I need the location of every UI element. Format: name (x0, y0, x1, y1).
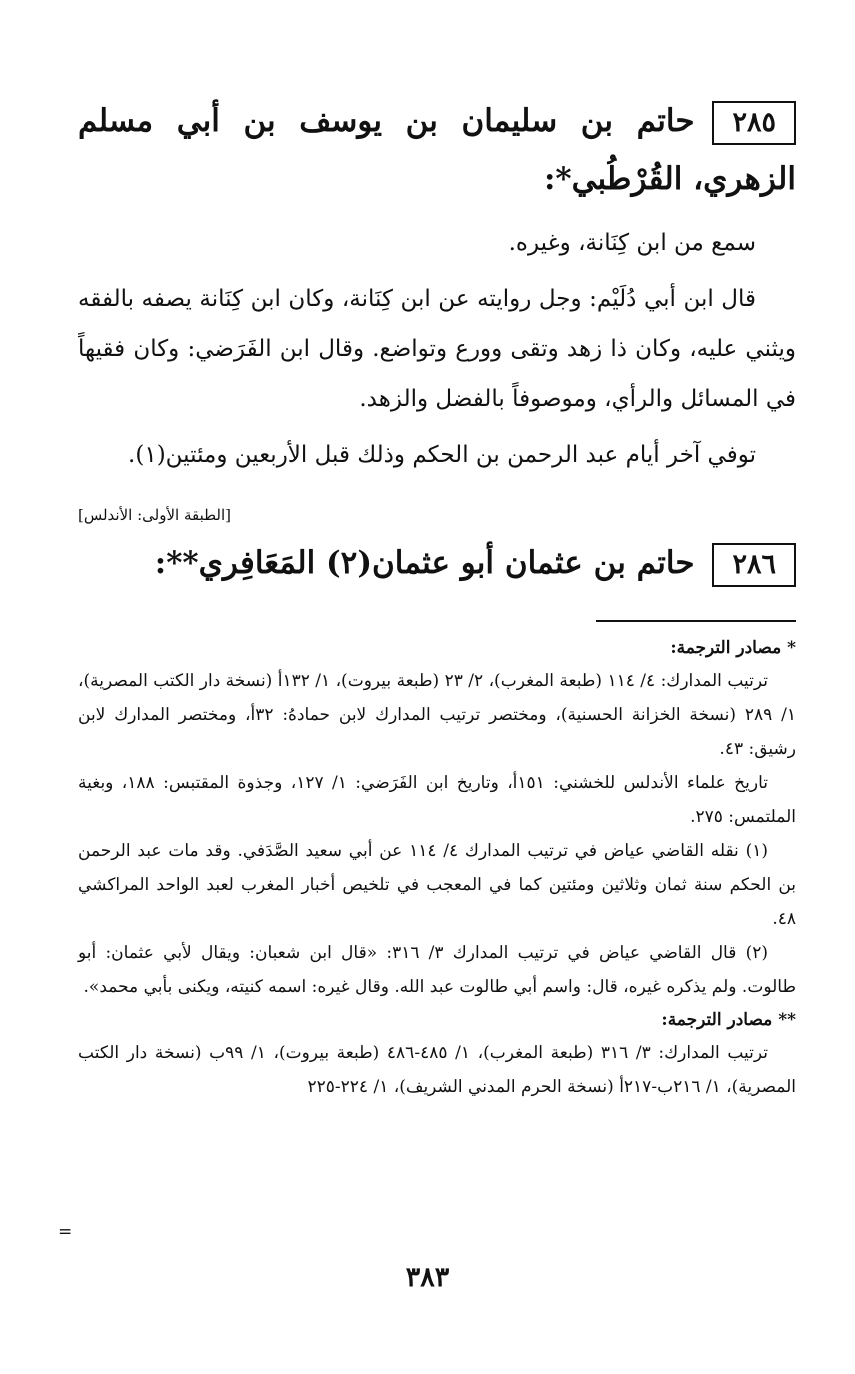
entry-286-heading (78, 534, 796, 592)
body-paragraph: قال ابن أبي دُلَيْم: وجل روايته عن ابن كِنَانة، وكان ابن كِنَانة يصفه بالفقه ويثني عليه، وكان ذا زهد وتقى وورع وتواضع. وقال ابن الفَرَضي: وكان فقيهاً في المسائل والرأي، وموصوفاً بالفضل والزهد. (78, 286, 796, 412)
footnote-paragraph: تاريخ علماء الأندلس للخشني: ١٥١أ، وتاريخ ابن الفَرَضي: ١/ ١٢٧، وجذوة المقتبس: ١٨٨، وبغية الملتمس: ٢٧٥. (78, 773, 796, 827)
entry-number-box: ٢٨٥ (712, 101, 796, 145)
footnote-note: (١) نقله القاضي عياض في ترتيب المدارك ٤/ ١١٤ عن أبي سعيد الصَّدَفي. وقد مات عبد الرحمن بن الحكم سنة ثمان وثلاثين ومئتين كما في المعجب في تلخيص أخبار المغرب لعبد الواحد المراكشي ٤٨. (78, 841, 796, 929)
footnote-sources-title: * مصادر الترجمة: (670, 638, 796, 658)
footnote-divider (596, 620, 796, 622)
entry-number-box: ٢٨٦ (712, 543, 796, 587)
entry-title: حاتم بن عثمان أبو عثمان(٢) المَعَافِري**: (154, 545, 695, 581)
footnote-sources-title: ** مصادر الترجمة: (661, 1010, 796, 1030)
page-content (78, 92, 796, 1104)
footnote-note: (٢) قال القاضي عياض في ترتيب المدارك ٣/ ٣١٦: «قال ابن شعبان: ويقال لأبي عثمان: أبو طالوت. ولم يذكره غيره، قال: واسم أبي طالوت عبد الله. وقال غيره: اسمه كنيته، ويكنى بأبي محمد». (78, 943, 796, 997)
continuation-mark: = (58, 1222, 73, 1242)
entry-285-heading (78, 92, 796, 208)
footnote-paragraph: ترتيب المدارك: ٣/ ٣١٦ (طبعة المغرب)، ١/ ٤٨٥-٤٨٦ (طبعة بيروت)، ١/ ٩٩ب (نسخة دار الكتب المصرية)، ١/ ٢١٦ب-٢١٧أ (نسخة الحرم المدني الشريف)، ١/ ٢٢٤-٢٢٥ (78, 1043, 796, 1097)
page-number: ٣٨٣ (405, 1262, 450, 1293)
body-paragraph: توفي آخر أيام عبد الرحمن بن الحكم وذلك قبل الأربعين ومئتين(١). (128, 442, 756, 468)
body-paragraph: سمع من ابن كِنَانة، وغيره. (508, 230, 756, 256)
entry-title: حاتم بن سليمان بن يوسف بن أبي مسلم الزهري، القُرْطُبي*: (78, 103, 796, 197)
section-label: [الطبقة الأولى: الأندلس] (78, 506, 231, 524)
footnote-paragraph: ترتيب المدارك: ٤/ ١١٤ (طبعة المغرب)، ٢/ ٢٣ (طبعة بيروت)، ١/ ١٣٢أ (نسخة دار الكتب المصرية)، ١/ ٢٨٩ (نسخة الخزانة الحسنية)، ومختصر ترتيب المدارك لابن حمادهُ: ٣٢أ، ومختصر المدارك لابن رشيق: ٤٣. (78, 671, 796, 759)
